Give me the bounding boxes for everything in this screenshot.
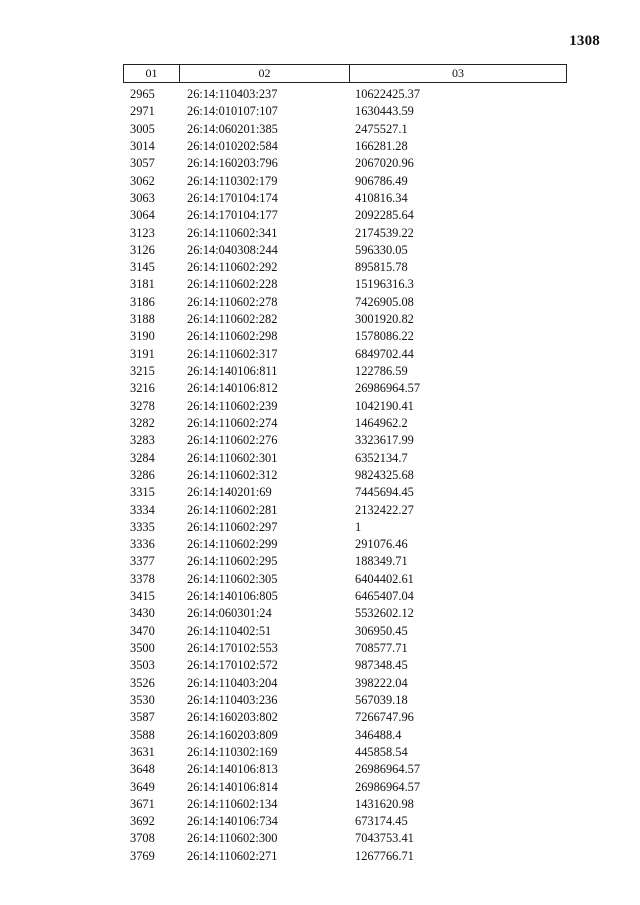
header-col-01: 01 [124,65,180,82]
table-cell-col-01: 3278 [130,398,155,413]
table-cell-col-03: 1464962.2 [355,415,408,430]
table-cell-col-03: 567039.18 [355,692,408,707]
table-row [0,155,640,172]
table-cell-col-01: 3282 [130,415,155,430]
table-cell-col-02: 26:14:110602:276 [187,433,278,448]
table-cell-col-02: 26:14:140106:814 [187,779,278,794]
table-row [0,363,640,380]
table-cell-col-03: 1578086.22 [355,329,414,344]
table-cell-col-01: 3769 [130,848,155,863]
table-row [0,207,640,224]
table-row [0,380,640,397]
table-cell-col-03: 987348.45 [355,658,408,673]
table-row [0,830,640,847]
table-cell-col-02: 26:14:110602:228 [187,277,278,292]
table-cell-col-02: 26:14:160203:809 [187,727,278,742]
table-row [0,605,640,622]
table-cell-col-03: 26986964.57 [355,762,421,777]
table-cell-col-01: 3587 [130,710,155,725]
table-cell-col-01: 3648 [130,762,155,777]
table-cell-col-02: 26:14:140201:69 [187,485,272,500]
table-cell-col-02: 26:14:110602:317 [187,346,278,361]
table-cell-col-02: 26:14:170102:553 [187,641,278,655]
table-cell-col-02: 26:14:110602:312 [187,467,278,482]
table-row [0,294,640,311]
table-cell-col-01: 3215 [130,364,155,378]
table-cell-col-02: 26:14:110602:281 [187,502,278,517]
table-cell-col-01: 3283 [130,433,155,448]
table-cell-col-02: 26:14:010107:107 [187,104,278,119]
table-cell-col-03: 3323617.99 [355,433,414,448]
table-cell-col-01: 3062 [130,173,155,188]
table-cell-col-02: 26:14:110602:301 [187,450,278,465]
table-row [0,103,640,120]
table-cell-col-02: 26:14:110402:51 [187,623,272,638]
table-cell-col-01: 3430 [130,606,155,621]
table-cell-col-02: 26:14:110602:341 [187,225,278,240]
table-cell-col-01: 3336 [130,537,155,552]
table-row [0,328,640,345]
table-cell-col-02: 26:14:110602:278 [187,294,278,309]
table-row [0,779,640,796]
table-row [0,692,640,709]
table-cell-col-02: 26:14:170102:572 [187,658,278,673]
table-cell-col-01: 3126 [130,242,155,257]
table-row [0,519,640,536]
table-cell-col-01: 3588 [130,727,155,742]
table-cell-col-03: 2132422.27 [355,502,414,517]
table-row [0,432,640,449]
table-cell-col-02: 26:14:110602:239 [187,398,278,413]
table-cell-col-02: 26:14:110302:169 [187,744,278,759]
table-cell-col-03: 291076.46 [355,537,408,552]
page-number: 1308 [569,33,600,49]
table-cell-col-02: 26:14:110403:204 [187,675,278,690]
table-row [0,588,640,605]
table-cell-col-02: 26:14:110602:298 [187,329,278,344]
table-row [0,138,640,155]
table-row [0,675,640,692]
table-cell-col-03: 673174.45 [355,814,408,829]
table-cell-col-01: 3057 [130,156,155,171]
table-row [0,467,640,484]
table-cell-col-02: 26:14:140106:805 [187,589,278,604]
table-cell-col-01: 3335 [130,519,155,534]
table-cell-col-03: 7043753.41 [355,831,414,846]
table-cell-col-02: 26:14:160203:796 [187,156,278,171]
table-cell-col-02: 26:14:110602:271 [187,848,278,863]
table-cell-col-01: 3631 [130,744,155,759]
table-cell-col-02: 26:14:040308:244 [187,242,278,257]
table-body [0,86,640,865]
table-cell-col-03: 7426905.08 [355,294,414,309]
table-cell-col-03: 7266747.96 [355,710,414,725]
table-row [0,121,640,138]
table-cell-col-01: 3692 [130,814,155,829]
table-cell-col-03: 2092285.64 [355,208,414,223]
table-row [0,727,640,744]
table-cell-col-02: 26:14:140106:813 [187,762,278,777]
table-row [0,796,640,813]
table-cell-col-02: 26:14:170104:174 [187,190,278,205]
table-cell-col-03: 708577.71 [355,641,408,655]
table-cell-col-03: 1042190.41 [355,398,414,413]
table-row [0,276,640,293]
table-cell-col-02: 26:14:170104:177 [187,208,278,223]
table-cell-col-02: 26:14:110602:305 [187,571,278,586]
table-cell-col-01: 3500 [130,641,155,655]
table-cell-col-03: 3001920.82 [355,312,414,327]
table-row [0,813,640,830]
table-row [0,744,640,761]
table-row [0,346,640,363]
table-cell-col-01: 3191 [130,346,155,361]
table-row [0,640,640,657]
table-cell-col-01: 3530 [130,692,155,707]
table-cell-col-03: 6404402.61 [355,571,414,586]
table-cell-col-03: 166281.28 [355,138,408,153]
table-cell-col-02: 26:14:110602:300 [187,831,278,846]
table-cell-col-03: 1267766.71 [355,848,414,863]
table-row [0,311,640,328]
table-cell-col-01: 3415 [130,589,155,604]
table-cell-col-02: 26:14:160203:802 [187,710,278,725]
table-cell-col-03: 10622425.37 [355,87,421,101]
table-row [0,450,640,467]
table-cell-col-01: 3186 [130,294,155,309]
table-row [0,173,640,190]
table-cell-col-03: 7445694.45 [355,485,414,500]
table-cell-col-02: 26:14:110602:282 [187,312,278,327]
table-row [0,484,640,501]
table-cell-col-03: 26986964.57 [355,381,421,396]
table-cell-col-03: 346488.4 [355,727,402,742]
table-cell-col-01: 3671 [130,796,155,811]
table-row [0,502,640,519]
table-cell-col-01: 3708 [130,831,155,846]
table-row [0,190,640,207]
table-cell-col-01: 2965 [130,87,155,101]
table-cell-col-03: 15196316.3 [355,277,414,292]
table-cell-col-01: 2971 [130,104,155,119]
table-cell-col-03: 895815.78 [355,260,408,275]
table-row [0,553,640,570]
table-cell-col-01: 3064 [130,208,155,223]
table-header [123,64,567,83]
table-cell-col-02: 26:14:110602:297 [187,519,278,534]
table-cell-col-01: 3470 [130,623,155,638]
table-cell-col-03: 9824325.68 [355,467,414,482]
table-cell-col-03: 906786.49 [355,173,408,188]
table-cell-col-01: 3005 [130,121,155,136]
table-cell-col-02: 26:14:110302:179 [187,173,278,188]
table-cell-col-03: 410816.34 [355,190,408,205]
header-col-03: 03 [452,66,464,80]
table-cell-col-02: 26:14:110602:299 [187,537,278,552]
table-cell-col-03: 188349.71 [355,554,408,569]
table-cell-col-01: 3526 [130,675,155,690]
table-row [0,86,640,103]
table-cell-col-01: 3188 [130,312,155,327]
table-cell-col-02: 26:14:110602:292 [187,260,278,275]
table-cell-col-02: 26:14:110403:236 [187,692,278,707]
table-cell-col-03: 122786.59 [355,364,408,378]
table-cell-col-02: 26:14:140106:734 [187,814,278,829]
table-cell-col-03: 2174539.22 [355,225,414,240]
table-cell-col-01: 3063 [130,190,155,205]
table-cell-col-03: 398222.04 [355,675,408,690]
table-cell-col-03: 1 [355,519,362,534]
table-row [0,848,640,865]
table-row [0,761,640,778]
table-cell-col-02: 26:14:110602:274 [187,415,278,430]
table-row [0,571,640,588]
header-col-02: 02 [180,65,350,82]
table-cell-col-03: 306950.45 [355,623,408,638]
table-cell-col-03: 596330.05 [355,242,408,257]
table-cell-col-01: 3014 [130,138,155,153]
table-cell-col-01: 3334 [130,502,155,517]
table-cell-col-01: 3181 [130,277,155,292]
table-cell-col-02: 26:14:010202:584 [187,138,278,153]
table-row [0,536,640,553]
table-cell-col-03: 6849702.44 [355,346,414,361]
table-row [0,225,640,242]
table-row [0,415,640,432]
table-cell-col-01: 3145 [130,260,155,275]
table-cell-col-01: 3190 [130,329,155,344]
table-cell-col-01: 3286 [130,467,155,482]
table-cell-col-02: 26:14:140106:811 [187,364,278,378]
table-cell-col-03: 2067020.96 [355,156,414,171]
table-cell-col-03: 26986964.57 [355,779,421,794]
table-cell-col-02: 26:14:110403:237 [187,87,278,101]
table-cell-col-01: 3216 [130,381,155,396]
table-cell-col-03: 445858.54 [355,744,408,759]
table-cell-col-01: 3503 [130,658,155,673]
table-cell-col-02: 26:14:060301:24 [187,606,272,621]
table-cell-col-03: 6465407.04 [355,589,414,604]
table-cell-col-03: 5532602.12 [355,606,414,621]
table-row [0,242,640,259]
table-cell-col-01: 3315 [130,485,155,500]
table-cell-col-01: 3284 [130,450,155,465]
table-cell-col-03: 2475527.1 [355,121,408,136]
table-row [0,623,640,640]
table-cell-col-01: 3377 [130,554,155,569]
table-cell-col-03: 1431620.98 [355,796,414,811]
table-cell-col-03: 6352134.7 [355,450,408,465]
table-row [0,398,640,415]
table-cell-col-01: 3378 [130,571,155,586]
table-cell-col-02: 26:14:060201:385 [187,121,278,136]
table-cell-col-03: 1630443.59 [355,104,414,119]
table-cell-col-01: 3123 [130,225,155,240]
table-cell-col-01: 3649 [130,779,155,794]
table-row [0,709,640,726]
table-cell-col-02: 26:14:110602:134 [187,796,278,811]
table-cell-col-02: 26:14:110602:295 [187,554,278,569]
table-cell-col-02: 26:14:140106:812 [187,381,278,396]
table-row [0,657,640,674]
table-row [0,259,640,276]
